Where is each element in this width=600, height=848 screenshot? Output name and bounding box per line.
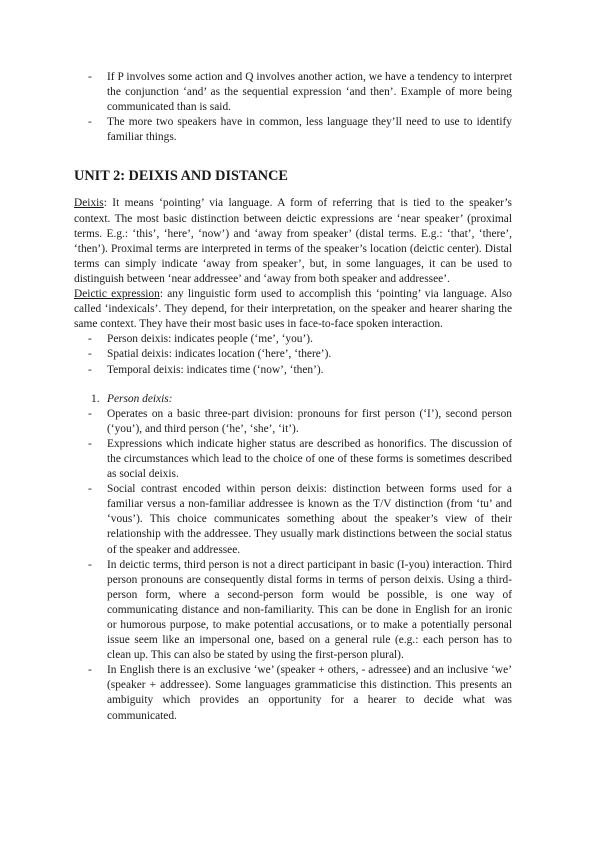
list-item (74, 70, 512, 115)
deixis-types-list (74, 332, 512, 377)
person-deixis-list (74, 407, 512, 724)
list-item (74, 332, 512, 347)
bullet-dash: - (88, 664, 92, 677)
list-item (74, 363, 512, 378)
intro-list (74, 70, 512, 145)
list-item (74, 482, 512, 557)
list-item-text: If P involves some action and Q involves another action, we have a tendency to interpret the conjunction ‘and’ as the sequential expression ‘and then’. Example of more being communicated than is said. (107, 71, 512, 114)
bullet-dash: - (88, 71, 92, 83)
deixis-term: Deixis (74, 197, 104, 210)
list-item-text: Temporal deixis: indicates time (‘now’, ‘then’). (107, 363, 324, 376)
bullet-dash: - (88, 363, 92, 376)
bullet-dash: - (88, 483, 92, 496)
list-item-text: Social contrast encoded within person deixis: distinction between forms used for a familiar versus a non-familiar addressee is known as the T/V distinction (from ‘tu’ and ‘vous’). This choice communicates something about the speaker’s view of their relationship with the addressee. They usually mark distinctions between the social status of the speaker and addressee. (107, 483, 512, 556)
list-item (74, 407, 512, 437)
list-item (74, 663, 512, 723)
list-item-text: In English there is an exclusive ‘we’ (speaker + others, - adressee) and an inclusive ‘we’ (speaker + addressee). Some languages grammaticise this distinction. This presents an ambiguity which provides an opportunity for a hearer to decide what was communicated. (107, 664, 512, 722)
list-item-text: Spatial deixis: indicates location (‘here’, ‘there’). (107, 348, 332, 361)
list-item-text: Operates on a basic three-part division: pronouns for first person (‘I’), second person (‘you’), and third person (‘he’, ‘she’, ‘it’). (107, 407, 512, 435)
bullet-dash: - (88, 437, 92, 450)
deictic-expression-text: : any linguistic form used to accomplish this ‘pointing’ via language. Also called ‘indexicals’. They depend, for their interpretation, on the speaker and hearer sharing the same context. They have their most basic uses in face-to-face spoken interaction. (74, 288, 512, 331)
deixis-definition (74, 196, 512, 287)
list-item-text: In deictic terms, third person is not a direct participant in basic (I-you) interaction. Third person pronouns are consequently distal forms in terms of person deixis. Using a third-person form, where a second-person form would be possible, is one way of communicating distance and non-familiarity. This can be done in English for an ironic or humorous purpose, to make potential accusations, or to make a potentially personal issue seem like an impersonal one, based on a general rule (e.g.: each person has to clean up. This can also be stated by using the first-person plural). (107, 558, 512, 662)
unit-heading: UNIT 2: DEIXIS AND DISTANCE (74, 168, 288, 185)
section-title: Person deixis: (107, 392, 173, 405)
list-item-text: The more two speakers have in common, less language they’ll need to use to identify familiar things. (107, 116, 512, 144)
deictic-expression-term: Deictic expression (74, 288, 160, 301)
deictic-expression-definition (74, 287, 512, 332)
list-item (74, 437, 512, 482)
bullet-dash: - (88, 333, 92, 346)
section-heading (74, 392, 512, 407)
list-item-text: Expressions which indicate higher status are described as honorifics. The discussion of the circumstances which lead to the choice of one of these forms is sometimes described as social deixis. (107, 437, 512, 481)
list-item (74, 347, 512, 362)
bullet-dash: - (88, 116, 92, 129)
bullet-dash: - (88, 407, 92, 420)
bullet-dash: - (88, 348, 92, 361)
deixis-text: : It means ‘pointing’ via language. A form of referring that is tied to the speaker’s context. The most basic distinction between deictic expressions are ‘near speaker’ (proximal terms. E.g.: ‘this’, ‘here’, ‘now’) and ‘away from speaker’ (distal terms. E.g.: ‘that’, ‘there’, ‘then’). Proximal terms are interpreted in terms of the speaker’s location (deictic center). Distal terms can simply indicate ‘away from speaker’, but, in some languages, it can be used to distinguish between ‘near addressee’ and ‘away from both speaker and addressee’. (74, 197, 512, 285)
list-item (74, 558, 512, 664)
list-item-text: Person deixis: indicates people (‘me’, ‘you’). (107, 333, 313, 346)
spacer (74, 378, 512, 392)
bullet-dash: - (88, 558, 92, 571)
section-number: 1. (91, 392, 100, 405)
list-item (74, 115, 512, 145)
